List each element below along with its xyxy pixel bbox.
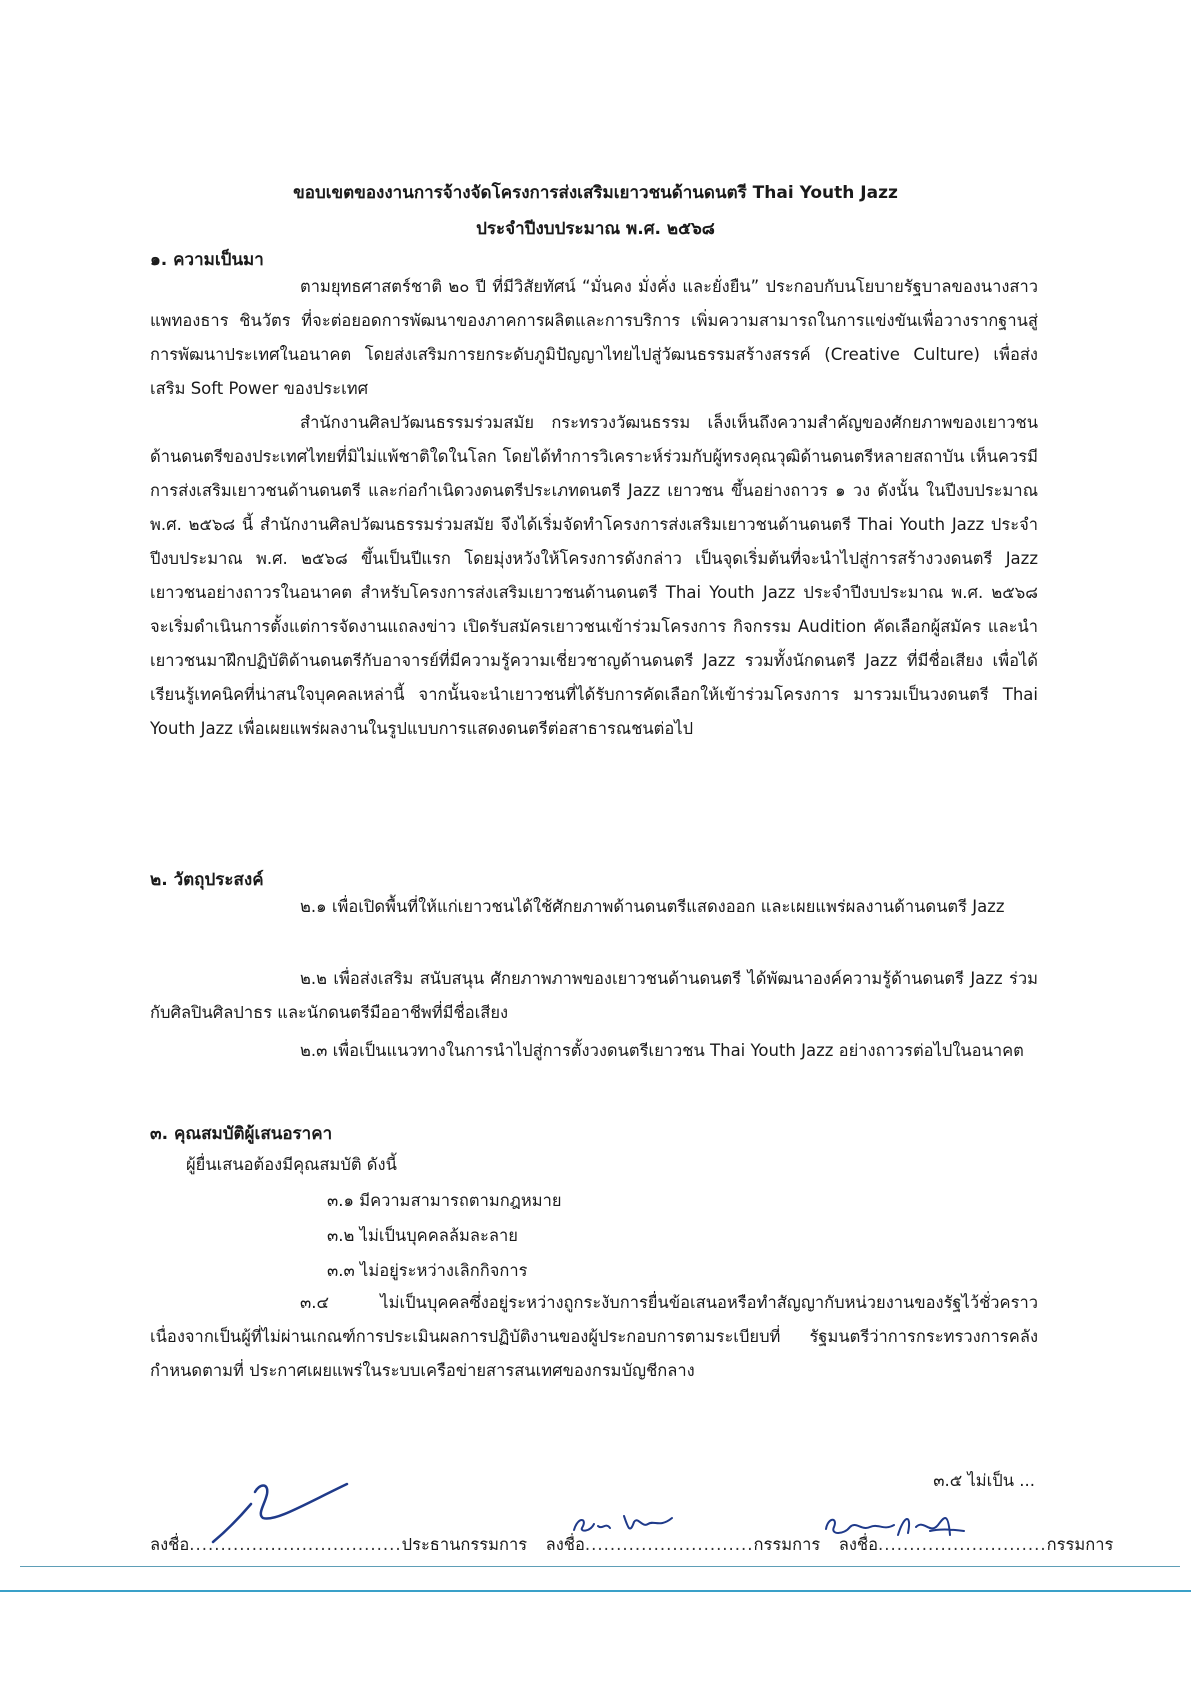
footer-rule-thin [20,1566,1180,1567]
objective-2-1: ๒.๑ เพื่อเปิดพื้นที่ให้แก่เยาวชนได้ใช้ศักยภาพด้านดนตรีแสดงออก และเผยแพร่ผลงานด้านดนตรี Jazz [300,897,1005,916]
section-3-heading: ๓. คุณสมบัติผู้เสนอราคา [150,1124,333,1144]
objective-2-3: ๒.๓ เพื่อเป็นแนวทางในการนำไปสู่การตั้งวงดนตรีเยาวชน Thai Youth Jazz อย่างถาวรต่อไปในอนาคต [300,1041,1024,1060]
role-member-1: กรรมการ [753,1535,821,1554]
signature-row [150,1532,1113,1558]
document-title: ขอบเขตของงานการจ้างจัดโครงการส่งเสริมเยาวชนด้านดนตรี Thai Youth Jazz [293,183,898,203]
signature-line-3: ........................... [878,1535,1047,1554]
section-1-heading: ๑. ความเป็นมา [150,250,264,270]
document-subtitle: ประจำปีงบประมาณ พ.ศ. ๒๕๖๘ [476,219,715,239]
signature-line-1: .................................. [189,1535,402,1554]
qualification-3-2: ๓.๒ ไม่เป็นบุคคลล้มละลาย [327,1226,518,1245]
footer-rule [0,1590,1191,1592]
signature-line-2: ........................... [584,1535,754,1554]
section-1-paragraph-2: สำนักงานศิลปวัฒนธรรมร่วมสมัย กระทรวงวัฒนธรรม เล็งเห็นถึงความสำคัญของศักยภาพของเยาวชนด้านดนตรีของประเทศไทยที่มิไม่แพ้ชาติใดในโลก โดยได้ทำการวิเคราะห์ร่วมกับผู้ทรงคุณวุฒิด้านดนตรีหลายสถาบัน เห็นควรมีการส่งเสริมเยาวชนด้านดนตรี และก่อกำเนิดวงดนตรีประเภทดนตรี Jazz เยาวชน ขึ้นอย่างถาวร ๑ วง ดังนั้น ในปีงบประมาณ พ.ศ. ๒๕๖๘ นี้ สำนักงานศิลปวัฒนธรรมร่วมสมัย จึงได้เริ่มจัดทำโครงการส่งเสริมเยาวชนด้านดนตรี Thai Youth Jazz ประจำปีงบประมาณ พ.ศ. ๒๕๖๘ ขึ้นเป็นปีแรก โดยมุ่งหวังให้โครงการดังกล่าว เป็นจุดเริ่มต้นที่จะนำไปสู่การสร้างวงดนตรี Jazz เยาวชนอย่างถาวรในอนาคต สำหรับโครงการส่งเสริมเยาวชนด้านดนตรี Thai Youth Jazz ประจำปีงบประมาณ พ.ศ. ๒๕๖๘ จะเริ่มดำเนินการตั้งแต่การจัดงานแถลงข่าว เปิดรับสมัครเยาวชนเข้าร่วมโครงการ กิจกรรม Audition คัดเลือกผู้สมัคร และนำเยาวชนมาฝึกปฏิบัติด้านดนตรีกับอาจารย์ที่มีความรู้ความเชี่ยวชาญด้านดนตรี Jazz รวมทั้งนักดนตรี Jazz ที่มีชื่อเสียง เพื่อได้เรียนรู้เทคนิคที่น่าสนใจบุคคลเหล่านี้ จากนั้นจะนำเยาวชนที่ได้รับการคัดเลือกให้เข้าร่วมโครงการ มารวมเป็นวงดนตรี Thai Youth Jazz เพื่อเผยแพร่ผลงานในรูปแบบการแสดงดนตรีต่อสาธารณชนต่อไป [150,413,1038,738]
qualification-intro: ผู้ยื่นเสนอต้องมีคุณสมบัติ ดังนี้ [186,1155,397,1174]
section-1-paragraph-1: ตามยุทธศาสตร์ชาติ ๒๐ ปี ที่มีวิสัยทัศน์ “มั่นคง มั่งคั่ง และยั่งยืน” ประกอบกับนโยบายรัฐบาลของนางสาวแพทองธาร ชินวัตร ที่จะต่อยอดการพัฒนาของภาคการผลิตและการบริการ เพิ่มความสามารถในการแข่งขันเพื่อวางรากฐานสู่การพัฒนาประเทศในอนาคต โดยส่งเสริมการยกระดับภูมิปัญญาไทยไปสู่วัฒนธรรมสร้างสรรค์ (Creative Culture) เพื่อส่งเสริม Soft Power ของประเทศ [150,277,1038,398]
qualification-3-4: ๓.๔ ไม่เป็นบุคคลซึ่งอยู่ระหว่างถูกระงับการยื่นข้อเสนอหรือทำสัญญากับหน่วยงานของรัฐไว้ชั่วคราว เนื่องจากเป็นผู้ที่ไม่ผ่านเกณฑ์การประเมินผลการปฏิบัติงานของผู้ประกอบการตามระเบียบที่ รัฐมนตรีว่าการกระทรวงการคลังกำหนดตามที่ ประกาศเผยแพร่ในระบบเครือข่ายสารสนเทศของกรมบัญชีกลาง [150,1293,1038,1380]
role-chairman: ประธานกรรมการ [401,1535,528,1554]
sign-label-3: ลงชื่อ [838,1535,879,1554]
qualification-3-3: ๓.๓ ไม่อยู่ระหว่างเลิกกิจการ [327,1261,528,1280]
continuation-note: ๓.๕ ไม่เป็น ... [933,1471,1035,1490]
role-member-2: กรรมการ [1046,1535,1114,1554]
qualification-3-1: ๓.๑ มีความสามารถตามกฎหมาย [327,1191,562,1210]
sign-label-2: ลงชื่อ [545,1535,585,1554]
section-2-heading: ๒. วัตถุประสงค์ [150,870,264,890]
sign-label-1: ลงชื่อ [150,1535,190,1554]
objective-2-2: ๒.๒ เพื่อส่งเสริม สนับสนุน ศักยภาพภาพของเยาวชนด้านดนตรี ได้พัฒนาองค์ความรู้ด้านดนตรี Jazz ร่วมกับศิลปินศิลปาธร และนักดนตรีมืออาชีพที่มีชื่อเสียง [150,969,1038,1022]
